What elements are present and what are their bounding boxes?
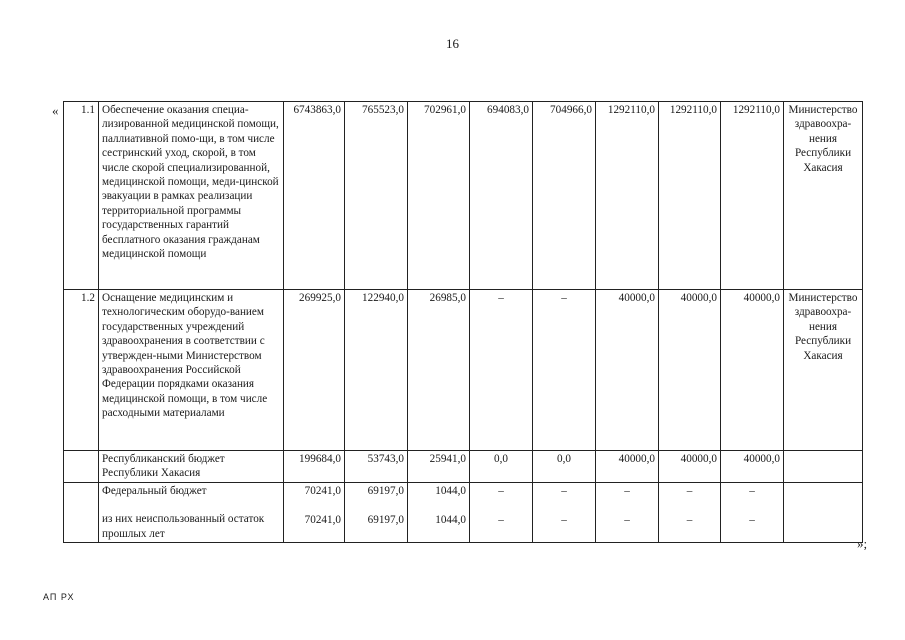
unused-value: 70241,0 [304, 513, 341, 526]
federal-budget-label: Федеральный бюджет [102, 485, 207, 497]
value-cell: 122940,0 [345, 290, 408, 451]
value-cell: 1292110,0 [659, 102, 721, 290]
federal-value: – [624, 485, 630, 497]
value-cell [596, 483, 659, 543]
unused-value: – [624, 513, 630, 526]
value-cell: – [470, 290, 533, 451]
unused-value: – [498, 513, 504, 526]
value-cell: 53743,0 [345, 451, 408, 483]
value-cell: 0,0 [470, 451, 533, 483]
responsible-executor [784, 451, 863, 483]
value-cell [721, 483, 784, 543]
value-cell [345, 483, 408, 543]
value-cell [284, 483, 345, 543]
unused-value: 1044,0 [435, 513, 466, 526]
opening-quote: « [52, 103, 59, 118]
federal-value: – [561, 485, 567, 497]
row-description: Оснащение медицинским и технологическим оборудо-ванием государственных учреждений здравоохранения в соответствии с утвержден-ными Министерством здравоохранения Российской Федерации порядками оказания медицинской помощи, в том числе расходными материалами [99, 290, 284, 451]
responsible-executor: Министерство здравоохра-нения Республики Хакасия [784, 290, 863, 451]
row-index: 1.1 [64, 102, 99, 290]
row-index: 1.2 [64, 290, 99, 451]
value-cell [659, 483, 721, 543]
value-cell: – [533, 290, 596, 451]
responsible-executor [784, 483, 863, 543]
federal-value: 1044,0 [435, 485, 466, 497]
table-row-1-1 [64, 102, 863, 290]
row-description [99, 483, 284, 543]
value-cell: 40000,0 [659, 451, 721, 483]
value-cell [533, 483, 596, 543]
value-cell: 765523,0 [345, 102, 408, 290]
table-row-republican-budget [64, 451, 863, 483]
value-cell: 6743863,0 [284, 102, 345, 290]
value-cell: 40000,0 [596, 451, 659, 483]
value-cell: 1292110,0 [596, 102, 659, 290]
value-cell: 269925,0 [284, 290, 345, 451]
unused-value: – [749, 513, 755, 526]
unused-value: – [561, 513, 567, 526]
value-cell: 25941,0 [408, 451, 470, 483]
value-cell: 40000,0 [721, 290, 784, 451]
value-cell: 1292110,0 [721, 102, 784, 290]
value-cell: 0,0 [533, 451, 596, 483]
federal-value: – [749, 485, 755, 497]
page-number: 16 [446, 36, 459, 51]
row-index [64, 483, 99, 543]
federal-value: – [686, 485, 693, 497]
value-cell: 40000,0 [721, 451, 784, 483]
value-cell [408, 483, 470, 543]
unused-balance-label: из них неиспользованный остаток прошлых лет [102, 513, 265, 540]
federal-value: 69197,0 [367, 485, 404, 497]
value-cell: 694083,0 [470, 102, 533, 290]
value-cell [470, 483, 533, 543]
table-row-federal-budget [64, 483, 863, 543]
budget-table [63, 101, 863, 543]
table-row-1-2 [64, 290, 863, 451]
value-cell: 40000,0 [659, 290, 721, 451]
value-cell: 704966,0 [533, 102, 596, 290]
value-cell: 40000,0 [596, 290, 659, 451]
unused-value: 69197,0 [367, 513, 404, 526]
value-cell: 702961,0 [408, 102, 470, 290]
federal-value: 70241,0 [304, 485, 341, 497]
row-description: Республиканский бюджет Республики Хакасия [99, 451, 284, 483]
footer-mark: АП РХ [43, 592, 75, 602]
responsible-executor: Министерство здравоохра-нения Республики Хакасия [784, 102, 863, 290]
value-cell: 199684,0 [284, 451, 345, 483]
row-index [64, 451, 99, 483]
federal-value: – [498, 485, 504, 497]
closing-quote: »; [857, 536, 868, 551]
row-description: Обеспечение оказания специа-лизированной медицинской помощи, паллиативной помо-щи, в том числе сестринский уход, скорой, в том числе скорой специализированной, медицинской помощи, меди-цинской эвакуации в рамках реализации территориальной программы государственных гарантий бесплатного оказания гражданам медицинской помощи [99, 102, 284, 290]
unused-value: – [686, 513, 693, 526]
value-cell: 26985,0 [408, 290, 470, 451]
